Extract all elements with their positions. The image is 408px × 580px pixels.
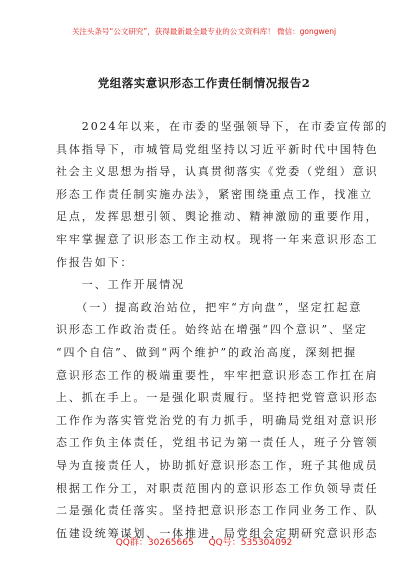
body-line: 形态工作责任制实施办法》，紧密围绕重点工作，找准立 — [56, 187, 373, 201]
body-line: （一）提高政治站位，把牢“方向盘”，坚定扛起意 — [56, 300, 363, 314]
body-line: 意识形态工作的极端重要性，牢牢把意识形态工作扛在肩 — [56, 368, 379, 382]
body-line: 上、抓在手上。一是强化职责履行。坚持把党管意识形态 — [56, 391, 379, 405]
footer-qq-number: QQ号：535304092 — [208, 538, 293, 548]
body-line: 足点，发挥思想引领、舆论推动、精神激励的重要作用， — [56, 210, 379, 224]
body-line: 工作作为落实管党治党的有力抓手，明确局党组对意识形 — [56, 413, 379, 427]
body-line: 牢牢掌握意了识形态工作主动权。现将一年来意识形态工 — [56, 232, 379, 246]
body-line: 导为直接责任人，协助抓好意识形态工作，班子其他成员 — [56, 458, 379, 472]
footer-qq-group: QQ群：30265665 — [115, 538, 194, 548]
body-line: 根据工作分工，对职责范围内的意识形态工作负领导责任 — [56, 481, 379, 495]
body-line: 一、工作开展情况 — [56, 278, 185, 292]
body-line: 社会主义思想为指导，认真贯彻落实《党委（党组）意识 — [56, 165, 379, 179]
body-line: 二是强化责任落实。坚持把意识形态工作同业务工作、队 — [56, 504, 379, 518]
document-body — [56, 116, 389, 545]
body-line: 态工作负主体责任，党组书记为第一责任人，班子分管领 — [56, 436, 379, 450]
document-title: 党组落实意识形态工作责任制情况报告2 — [97, 76, 311, 90]
footer-contacts — [0, 535, 408, 548]
body-line: 作报告如下： — [56, 255, 134, 269]
header-banner: 关注头条号“公文研究”，获得最新最全最专业的公文资料库！ 微信：gongwenj — [71, 27, 337, 36]
body-line: 具体指导下，市城管局党组坚持以习近平新时代中国特色 — [56, 142, 379, 156]
body-line: 识形态工作政治责任。始终站在增强“四个意识”、坚定 — [56, 323, 368, 337]
body-line: “四个自信”、做到“两个维护”的政治高度，深刻把握 — [56, 345, 357, 359]
body-line: 伍建设统筹谋划、一体推进，局党组会定期研究意识形态 — [56, 526, 379, 540]
body-line: 2024年以来，在市委的坚强领导下，在市委宣传部的 — [56, 120, 389, 133]
